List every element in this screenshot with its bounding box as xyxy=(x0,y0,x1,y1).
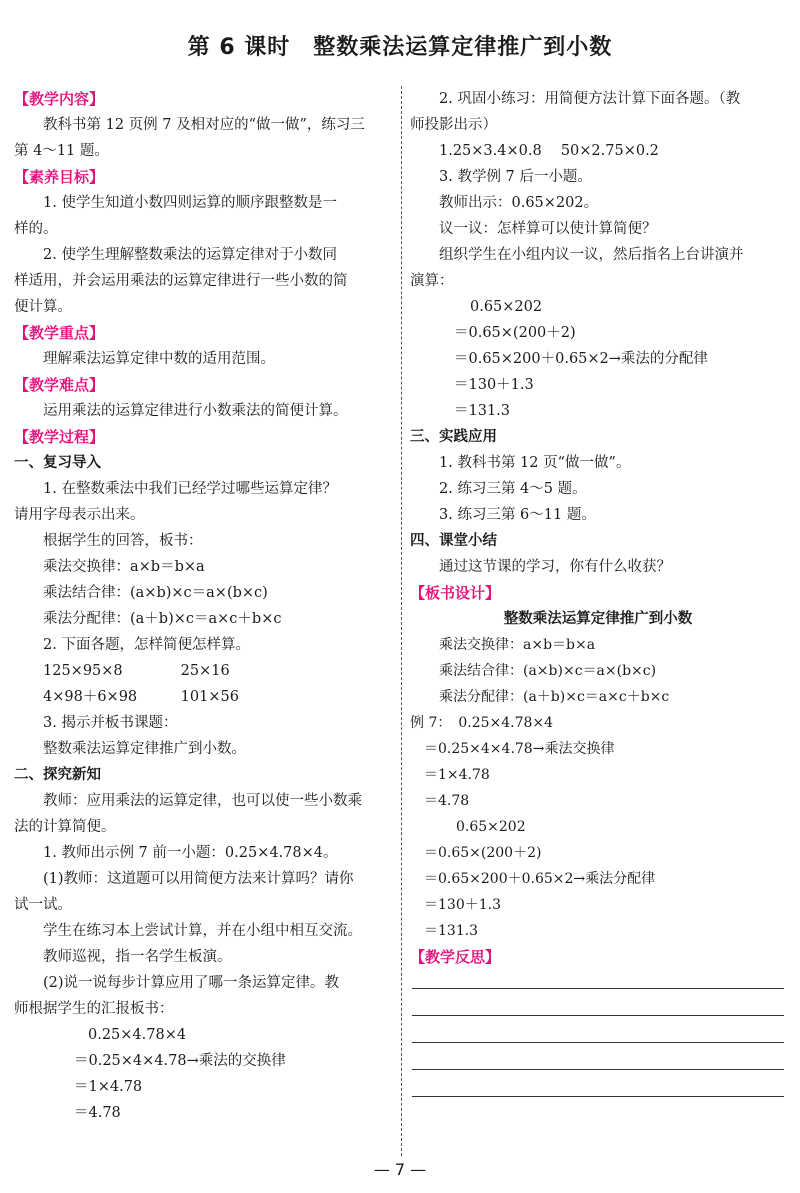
page-title: 第 6 课时 整数乘法运算定律推广到小数 xyxy=(187,35,613,60)
left-text-line: 【教学内容】 xyxy=(14,90,105,108)
left-text-line: 样适用，并会运用乘法的运算定律进行一些小数的简 xyxy=(14,273,348,289)
left-text-line: 样的。 xyxy=(14,221,58,237)
right-text-line: ＝0.65×(200＋2) xyxy=(424,845,542,861)
right-text-line: ＝131.3 xyxy=(454,403,511,419)
right-text-line: 2. 练习三第 4～5 题。 xyxy=(439,481,587,497)
left-text-line: 教师巡视，指一名学生板演。 xyxy=(43,949,232,965)
right-text-line: 演算： xyxy=(410,273,454,289)
left-text-line: 【教学难点】 xyxy=(14,376,105,394)
right-text-line: ＝0.65×200＋0.65×2→乘法分配律 xyxy=(424,871,656,887)
left-text-line: 法的计算简便。 xyxy=(14,819,116,835)
left-text-line: 0.25×4.78×4 xyxy=(88,1027,187,1043)
right-text-line: 1.25×3.4×0.8 50×2.75×0.2 xyxy=(439,143,659,159)
right-column xyxy=(410,86,786,1123)
reflection-writing-line[interactable] xyxy=(412,1096,784,1097)
right-text-line: 组织学生在小组内议一议，然后指名上台讲演并 xyxy=(439,247,744,263)
left-text-line: 【教学过程】 xyxy=(14,428,105,446)
right-text-line: 乘法结合律：(a×b)×c＝a×(b×c) xyxy=(439,663,657,679)
reflection-writing-line[interactable] xyxy=(412,988,784,989)
right-text-line: ＝0.65×(200＋2) xyxy=(454,325,576,341)
right-text-line: 教师出示：0.65×202。 xyxy=(439,195,599,211)
right-text-line: 0.65×202 xyxy=(470,299,543,315)
right-text-line: 2. 巩固小练习：用简便方法计算下面各题。（教 xyxy=(439,91,741,107)
left-text-line: 根据学生的回答，板书： xyxy=(43,533,203,549)
reflection-writing-line[interactable] xyxy=(412,1069,784,1070)
reflection-writing-line[interactable] xyxy=(412,1015,784,1016)
right-text-line: ＝130＋1.3 xyxy=(454,377,534,393)
left-text-line: 乘法交换律：a×b＝b×a xyxy=(43,559,205,575)
right-text-line: ＝1×4.78 xyxy=(424,767,490,783)
left-text-line: 2. 使学生理解整数乘法的运算定律对于小数同 xyxy=(43,247,337,263)
left-text-line: 乘法分配律：(a＋b)×c＝a×c＋b×c xyxy=(43,611,282,627)
reflection-writing-line[interactable] xyxy=(412,1042,784,1043)
right-text-line: 3. 练习三第 6～11 题。 xyxy=(439,507,596,523)
column-divider xyxy=(401,86,402,1156)
right-text-line: 四、课堂小结 xyxy=(410,533,497,549)
right-text-line: 乘法交换律：a×b＝b×a xyxy=(439,637,596,653)
right-text-line: 通过这节课的学习，你有什么收获？ xyxy=(439,559,671,575)
left-text-line: 3. 揭示并板书课题： xyxy=(43,715,178,731)
left-text-line: 1. 教师出示例 7 前一小题：0.25×4.78×4。 xyxy=(43,845,338,861)
left-text-line: 二、探究新知 xyxy=(14,767,101,783)
left-text-line: 乘法结合律：(a×b)×c＝a×(b×c) xyxy=(43,585,268,601)
right-text-line: ＝0.65×200＋0.65×2→乘法的分配律 xyxy=(454,351,708,367)
left-text-line: ＝1×4.78 xyxy=(74,1079,143,1095)
left-text-line: 【教学重点】 xyxy=(14,324,105,342)
left-text-line: 理解乘法运算定律中数的适用范围。 xyxy=(43,351,275,367)
right-text-line: 例 7： 0.25×4.78×4 xyxy=(410,715,554,731)
left-text-line: 运用乘法的运算定律进行小数乘法的简便计算。 xyxy=(43,403,348,419)
right-text-line: 0.65×202 xyxy=(456,819,526,835)
left-text-line: 试一试。 xyxy=(14,897,72,913)
right-text-line: 乘法分配律：(a＋b)×c＝a×c＋b×c xyxy=(439,689,670,705)
right-text-line: 1. 教科书第 12 页“做一做”。 xyxy=(439,455,631,471)
left-text-line: 教科书第 12 页例 7 及相对应的“做一做”，练习三 xyxy=(43,117,365,133)
left-text-line: 1. 使学生知道小数四则运算的顺序跟整数是一 xyxy=(43,195,337,211)
right-text-line: 议一议：怎样算可以使计算简便？ xyxy=(439,221,657,237)
right-text-line: 【教学反思】 xyxy=(410,948,501,966)
left-column xyxy=(14,86,392,1126)
left-text-line: 1. 在整数乘法中我们已经学过哪些运算定律？ xyxy=(43,481,337,497)
right-text-line: 3. 教学例 7 后一小题。 xyxy=(439,169,592,185)
left-text-line: 【素养目标】 xyxy=(14,168,105,186)
reflection-spacer xyxy=(410,970,786,988)
right-text-line: 整数乘法运算定律推广到小数 xyxy=(503,611,693,627)
left-text-line: 125×95×8 25×16 xyxy=(43,663,230,679)
right-text-line: ＝131.3 xyxy=(424,923,479,939)
left-text-line: ＝0.25×4×4.78→乘法的交换律 xyxy=(74,1053,286,1069)
left-text-line: 请用字母表示出来。 xyxy=(14,507,145,523)
left-text-line: 便计算。 xyxy=(14,299,72,315)
left-text-line: 学生在练习本上尝试计算，并在小组中相互交流。 xyxy=(43,923,362,939)
left-text-line: 4×98＋6×98 101×56 xyxy=(43,689,239,705)
page-number: — 7 — xyxy=(373,1160,427,1179)
left-text-line: (2)说一说每步计算应用了哪一条运算定律。教 xyxy=(43,975,340,991)
right-text-line: ＝0.25×4×4.78→乘法交换律 xyxy=(424,741,615,757)
left-text-line: 第 4～11 题。 xyxy=(14,143,109,159)
right-text-line: ＝130＋1.3 xyxy=(424,897,501,913)
right-text-line: 师投影出示） xyxy=(410,117,497,133)
left-text-line: 师根据学生的汇报板书： xyxy=(14,1001,174,1017)
left-text-line: (1)教师：这道题可以用简便方法来计算吗？请你 xyxy=(43,871,354,887)
right-text-line: ＝4.78 xyxy=(424,793,470,809)
right-text-line: 【板书设计】 xyxy=(410,584,501,602)
left-text-line: ＝4.78 xyxy=(74,1105,121,1121)
right-text-line: 三、实践应用 xyxy=(410,429,497,445)
left-text-line: 整数乘法运算定律推广到小数。 xyxy=(43,741,246,757)
left-text-line: 2. 下面各题，怎样简便怎样算。 xyxy=(43,637,250,653)
left-text-line: 教师：应用乘法的运算定律，也可以使一些小数乘 xyxy=(43,793,362,809)
left-text-line: 一、复习导入 xyxy=(14,455,101,471)
